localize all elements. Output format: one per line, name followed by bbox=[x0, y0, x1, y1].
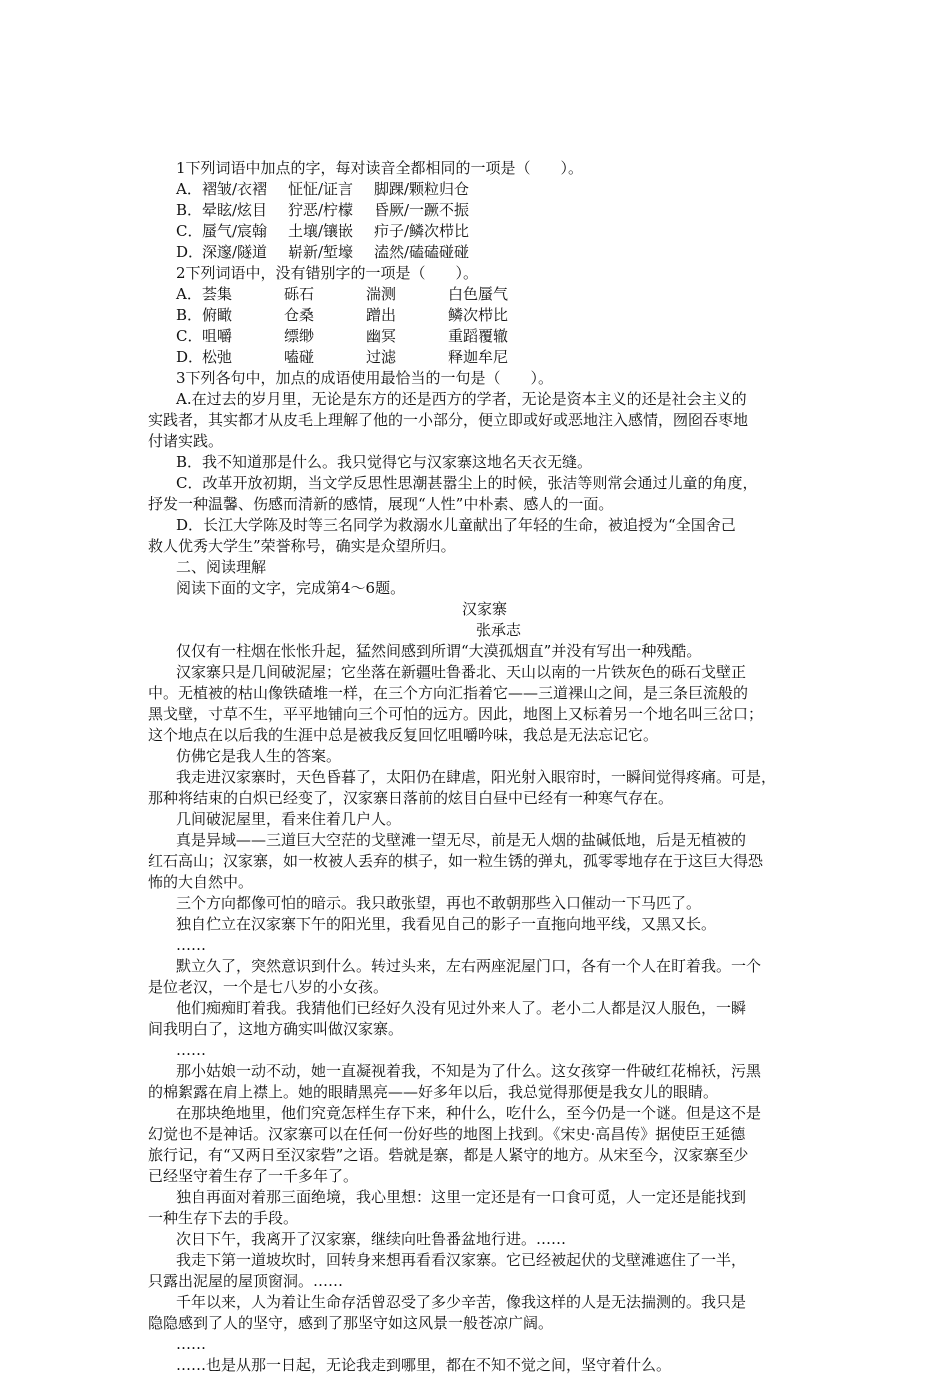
paragraph-line: 我走下第一道坡坎时，回转身来想再看看汉家寨。它已经被起伏的戈壁滩遮住了一半， bbox=[176, 1251, 747, 1269]
paragraph-line: 次日下午，我离开了汉家寨，继续向吐鲁番盆地行进。…… bbox=[176, 1230, 567, 1248]
paragraph-line: 黑戈壁，寸草不生，平平地铺向三个可怕的远方。因此，地图上又标着另一个地名叫三岔口； bbox=[148, 705, 764, 723]
document-content bbox=[0, 158, 950, 1376]
article-paragraph bbox=[0, 809, 950, 830]
q2-option-b[interactable]: B．俯瞰 仓桑 蹭出 鳞次栉比 bbox=[176, 306, 509, 324]
q1-option-b[interactable]: B．晕眩/炫目 狞恶/柠檬 昏厥/一蹶不振 bbox=[176, 201, 470, 219]
paragraph-line: 仅仅有一柱烟在怅怅升起，猛然间感到所谓“大漠孤烟直”并没有写出一种残酷。 bbox=[176, 642, 702, 660]
paragraph-line: …… bbox=[176, 936, 206, 954]
article-paragraph bbox=[0, 746, 950, 767]
q1-options bbox=[0, 179, 950, 263]
article-paragraph bbox=[0, 1187, 950, 1229]
paragraph-line: 中。无植被的枯山像铁碴堆一样，在三个方向汇指着它——三道裸山之间，是三条巨流般的 bbox=[148, 684, 749, 702]
article-paragraph bbox=[0, 998, 950, 1040]
article-paragraph bbox=[0, 830, 950, 893]
article-paragraph bbox=[0, 914, 950, 935]
q2-options bbox=[0, 284, 950, 368]
paragraph-line: 那小姑娘一动不动，她一直凝视着我，不知是为了什么。这女孩穿一件破红花棉袄，污黑 bbox=[176, 1062, 762, 1080]
paragraph-line: …… bbox=[176, 1041, 206, 1059]
q2-stem: 2下列词语中，没有错别字的一项是（ ）。 bbox=[176, 264, 479, 282]
paragraph-line: 仿佛它是我人生的答案。 bbox=[176, 747, 342, 765]
paragraph-line: 独自伫立在汉家寨下午的阳光里，我看见自己的影子一直拖向地平线，又黑又长。 bbox=[176, 915, 717, 933]
paragraph-line: 已经坚守着生存了一千多年了。 bbox=[148, 1167, 359, 1185]
q3-option-b[interactable]: B．我不知道那是什么。我只觉得它与汉家寨这地名天衣无缝。 bbox=[176, 453, 593, 471]
paragraph-line: 一种生存下去的手段。 bbox=[148, 1209, 299, 1227]
paragraph-line: 隐隐感到了人的坚守，感到了那坚守如这风景一般苍凉广阔。 bbox=[148, 1314, 554, 1332]
q2-option-d[interactable]: D．松弛 嗑碰 过滤 释迦牟尼 bbox=[176, 348, 509, 366]
q2-option-c[interactable]: C．咀嚼 缥缈 幽冥 重蹈覆辙 bbox=[176, 327, 509, 345]
paragraph-line: 这个地点在以后我的生涯中总是被我反复回忆咀嚼吟味，我总是无法忘记它。 bbox=[148, 726, 659, 744]
article-paragraph bbox=[0, 1040, 950, 1061]
paragraph-line: 旅行记，有“又两日至汉家砦”之语。砦就是寨，都是人紧守的地方。从宋至今，汉家寨至少 bbox=[148, 1146, 749, 1164]
article-paragraph bbox=[0, 1061, 950, 1103]
section-heading: 二、阅读理解 bbox=[176, 558, 267, 576]
article-paragraph bbox=[0, 893, 950, 914]
q1-stem: 1下列词语中加点的字，每对读音全都相同的一项是（ ）。 bbox=[176, 159, 584, 177]
q1-option-a[interactable]: A．褶皱/衣褶 怔怔/证言 脚踝/颗粒归仓 bbox=[176, 180, 470, 198]
paragraph-line: 三个方向都像可怕的暗示。我只敢张望，再也不敢朝那些入口催动一下马匹了。 bbox=[176, 894, 702, 912]
article-paragraph bbox=[0, 1103, 950, 1187]
paragraph-line: 只露出泥屋的屋顶窗洞。…… bbox=[148, 1272, 344, 1290]
paragraph-line: 真是异域——三道巨大空茫的戈壁滩一望无尽，前是无人烟的盐碱低地，后是无植被的 bbox=[176, 831, 747, 849]
article-paragraph bbox=[0, 641, 950, 662]
paragraph-line: ……也是从那一日起，无论我走到哪里，都在不知不觉之间，坚守着什么。 bbox=[176, 1356, 672, 1374]
paragraph-line: …… bbox=[176, 1335, 206, 1353]
article-title: 汉家寨 bbox=[462, 600, 508, 618]
paragraph-line: 那种将结束的白炽已经变了，汉家寨日落前的炫目白昼中已经有一种寒气存在。 bbox=[148, 789, 674, 807]
paragraph-line: 他们痴痴盯着我。我猜他们已经好久没有见过外来人了。老小二人都是汉人服色，一瞬 bbox=[176, 999, 747, 1017]
article-paragraph bbox=[0, 1229, 950, 1250]
q3-option-a[interactable]: A.在过去的岁月里，无论是东方的还是西方的学者，无论是资本主义的还是社会主义的 实践者，其实都才从皮毛上理解了他的一小部分，便立即或好或恶地注入感情，囫囵吞枣地 付诸实践。 bbox=[148, 390, 749, 450]
paragraph-line: 几间破泥屋里，看来住着几户人。 bbox=[176, 810, 402, 828]
article-paragraph bbox=[0, 767, 950, 809]
paragraph-line: 千年以来，人为着让生命存活曾忍受了多少辛苦，像我这样的人是无法揣测的。我只是 bbox=[176, 1293, 747, 1311]
paragraph-line: 间我明白了，这地方确实叫做汉家寨。 bbox=[148, 1020, 404, 1038]
section-instruction: 阅读下面的文字，完成第4～6题。 bbox=[176, 579, 406, 597]
q3-option-c[interactable]: C．改革开放初期，当文学反思性思潮甚嚣尘上的时候，张洁等则常会通过儿童的角度， 抒发一种温馨、伤感而清新的感情，展现“人性”中朴素、感人的一面。 bbox=[148, 474, 758, 513]
article-paragraph bbox=[0, 935, 950, 956]
paragraph-line: 在那块绝地里，他们究竟怎样生存下来，种什么，吃什么，至今仍是一个谜。但是这不是 bbox=[176, 1104, 762, 1122]
q1-option-d[interactable]: D．深邃/隧道 崭新/堑壕 溘然/磕磕碰碰 bbox=[176, 243, 470, 261]
q1-option-c[interactable]: C．蜃气/宸翰 土壤/镶嵌 疖子/鳞次栉比 bbox=[176, 222, 470, 240]
article-body bbox=[0, 641, 950, 1376]
article-paragraph bbox=[0, 956, 950, 998]
paragraph-line: 我走进汉家寨时，天色昏暮了，太阳仍在肆虐，阳光射入眼帘时，一瞬间觉得疼痛。可是， bbox=[176, 768, 777, 786]
paragraph-line: 怖的大自然中。 bbox=[148, 873, 254, 891]
paragraph-line: 是位老汉，一个是七八岁的小女孩。 bbox=[148, 978, 389, 996]
q2-option-a[interactable]: A．荟集 砾石 湍测 白色蜃气 bbox=[176, 285, 509, 303]
paragraph-line: 幻觉也不是神话。汉家寨可以在任何一份好些的地图上找到。《宋史·高昌传》据使臣王延德 bbox=[148, 1125, 746, 1143]
q3-stem: 3下列各句中，加点的成语使用最恰当的一句是（ ）。 bbox=[176, 369, 554, 387]
q3-option-d[interactable]: D．长江大学陈及时等三名同学为救溺水儿童献出了年轻的生命，被追授为“全国舍己 救人优秀大学生”荣誉称号，确实是众望所归。 bbox=[148, 516, 736, 555]
article-paragraph bbox=[0, 1334, 950, 1355]
paragraph-line: 默立久了，突然意识到什么。转过头来，左右两座泥屋门口，各有一个人在盯着我。一个 bbox=[176, 957, 762, 975]
article-paragraph bbox=[0, 1292, 950, 1334]
article-paragraph bbox=[0, 1250, 950, 1292]
paragraph-line: 的棉絮露在肩上襟上。她的眼睛黑亮——好多年以后，我总觉得那便是我女儿的眼睛。 bbox=[148, 1083, 719, 1101]
paragraph-line: 汉家寨只是几间破泥屋；它坐落在新疆吐鲁番北、天山以南的一片铁灰色的砾石戈壁正 bbox=[176, 663, 747, 681]
article-paragraph bbox=[0, 1355, 950, 1376]
paragraph-line: 红石高山；汉家寨，如一枚被人丢弃的棋子，如一粒生锈的弹丸，孤零零地存在于这巨大得恐 bbox=[148, 852, 764, 870]
paragraph-line: 独自再面对着那三面绝境，我心里想：这里一定还是有一口食可觅，人一定还是能找到 bbox=[176, 1188, 747, 1206]
article-author: 张承志 bbox=[476, 621, 522, 639]
article-paragraph bbox=[0, 662, 950, 746]
